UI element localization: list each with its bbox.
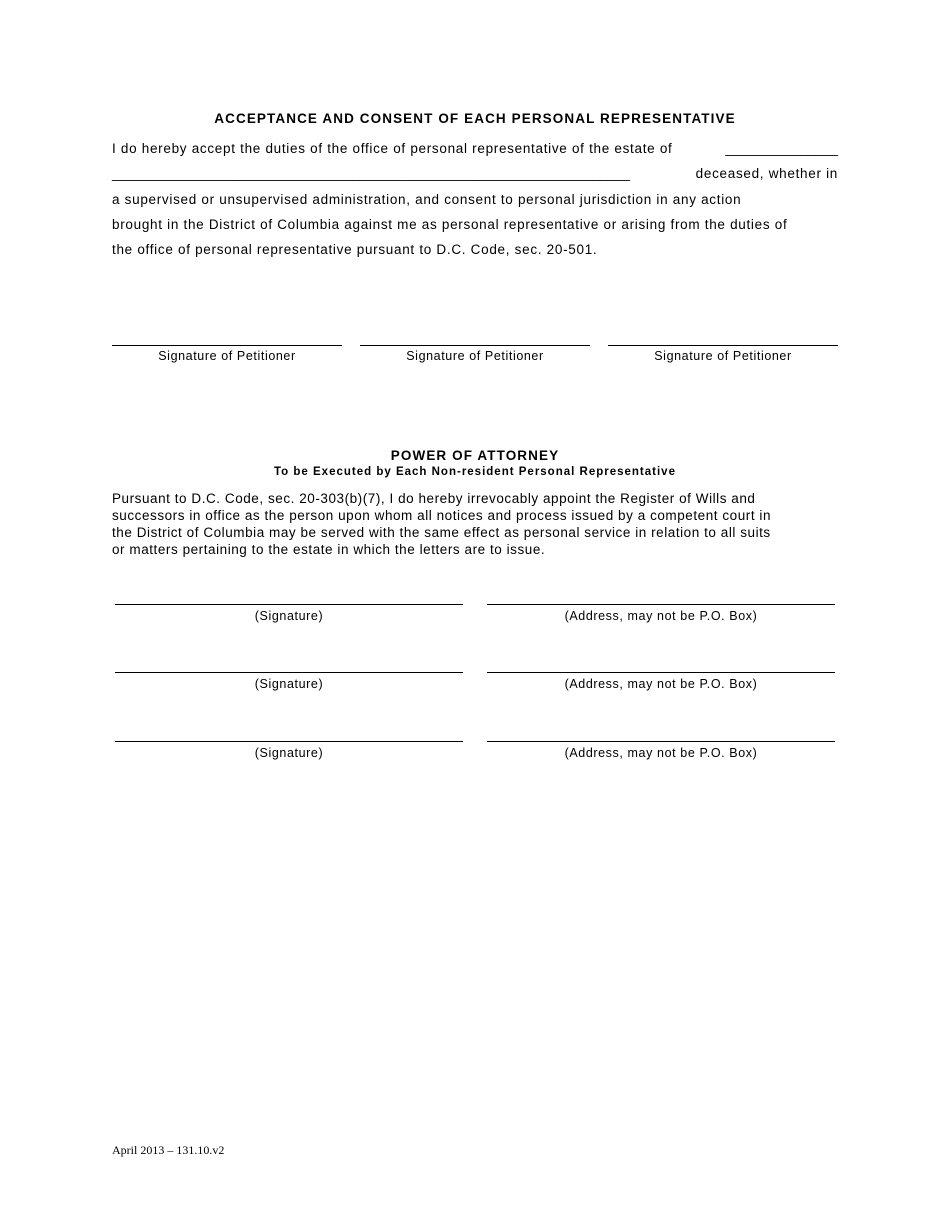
form-version-footer: April 2013 – 131.10.v2	[112, 1143, 225, 1157]
poa-signature-label: (Signature)	[254, 609, 324, 623]
poa-address-block	[487, 662, 835, 691]
acceptance-line-2-text: deceased, whether in	[695, 166, 838, 182]
poa-address-line[interactable]	[487, 662, 835, 673]
poa-signature-block	[115, 731, 463, 760]
acceptance-paragraph	[112, 136, 838, 262]
petitioner-signature-line[interactable]	[608, 333, 838, 346]
poa-signature-label: (Signature)	[254, 677, 324, 691]
poa-line: Pursuant to D.C. Code, sec. 20-303(b)(7), I do hereby irrevocably appoint the Register of Wills and	[112, 491, 756, 506]
poa-address-label: (Address, may not be P.O. Box)	[564, 746, 758, 760]
poa-address-block	[487, 731, 835, 760]
acceptance-line-4: brought in the District of Columbia against me as personal representative or arising from the duties of	[112, 216, 788, 232]
poa-signature-line[interactable]	[115, 594, 463, 605]
poa-signature-row	[115, 662, 835, 691]
petitioner-signature-label: Signature of Petitioner	[406, 349, 544, 363]
acceptance-line-1-text: I do hereby accept the duties of the office of personal representative of the estate of	[112, 141, 673, 156]
petitioner-signature-block	[360, 333, 590, 363]
power-of-attorney-paragraph	[112, 490, 842, 558]
poa-line: or matters pertaining to the estate in which the letters are to issue.	[112, 542, 546, 557]
poa-signature-line[interactable]	[115, 662, 463, 673]
petitioner-signature-block	[112, 333, 342, 363]
poa-address-line[interactable]	[487, 594, 835, 605]
poa-signature-row	[115, 731, 835, 760]
poa-line: the District of Columbia may be served with the same effect as personal service in relation to all suits	[112, 525, 771, 540]
petitioner-signature-row	[112, 333, 838, 363]
power-of-attorney-subtitle: To be Executed by Each Non-resident Personal Representative	[274, 466, 676, 478]
acceptance-line-3: a supervised or unsupervised administration, and consent to personal jurisdiction in any action	[112, 191, 742, 207]
poa-signature-row	[115, 594, 835, 623]
poa-signature-block	[115, 662, 463, 691]
poa-address-label: (Address, may not be P.O. Box)	[564, 677, 758, 691]
acceptance-title: ACCEPTANCE AND CONSENT OF EACH PERSONAL REPRESENTATIVE	[214, 111, 736, 126]
poa-address-block	[487, 594, 835, 623]
decedent-name-blank[interactable]: _____________________________________________________________________	[112, 166, 631, 182]
poa-signature-label: (Signature)	[254, 746, 324, 760]
poa-address-line[interactable]	[487, 731, 835, 742]
petitioner-signature-label: Signature of Petitioner	[158, 349, 296, 363]
petitioner-signature-label: Signature of Petitioner	[654, 349, 792, 363]
petitioner-signature-line[interactable]	[112, 333, 342, 346]
petitioner-signature-line[interactable]	[360, 333, 590, 346]
estate-name-blank[interactable]: _______________	[725, 141, 838, 156]
poa-address-label: (Address, may not be P.O. Box)	[564, 609, 758, 623]
acceptance-line-2	[112, 161, 838, 186]
power-of-attorney-title: POWER OF ATTORNEY	[390, 448, 560, 463]
poa-line: successors in office as the person upon whom all notices and process issued by a competent court in	[112, 508, 772, 523]
acceptance-line-1	[112, 136, 838, 161]
acceptance-line-5: the office of personal representative pursuant to D.C. Code, sec. 20-501.	[112, 242, 598, 258]
petitioner-signature-block	[608, 333, 838, 363]
poa-signature-line[interactable]	[115, 731, 463, 742]
poa-signature-block	[115, 594, 463, 623]
